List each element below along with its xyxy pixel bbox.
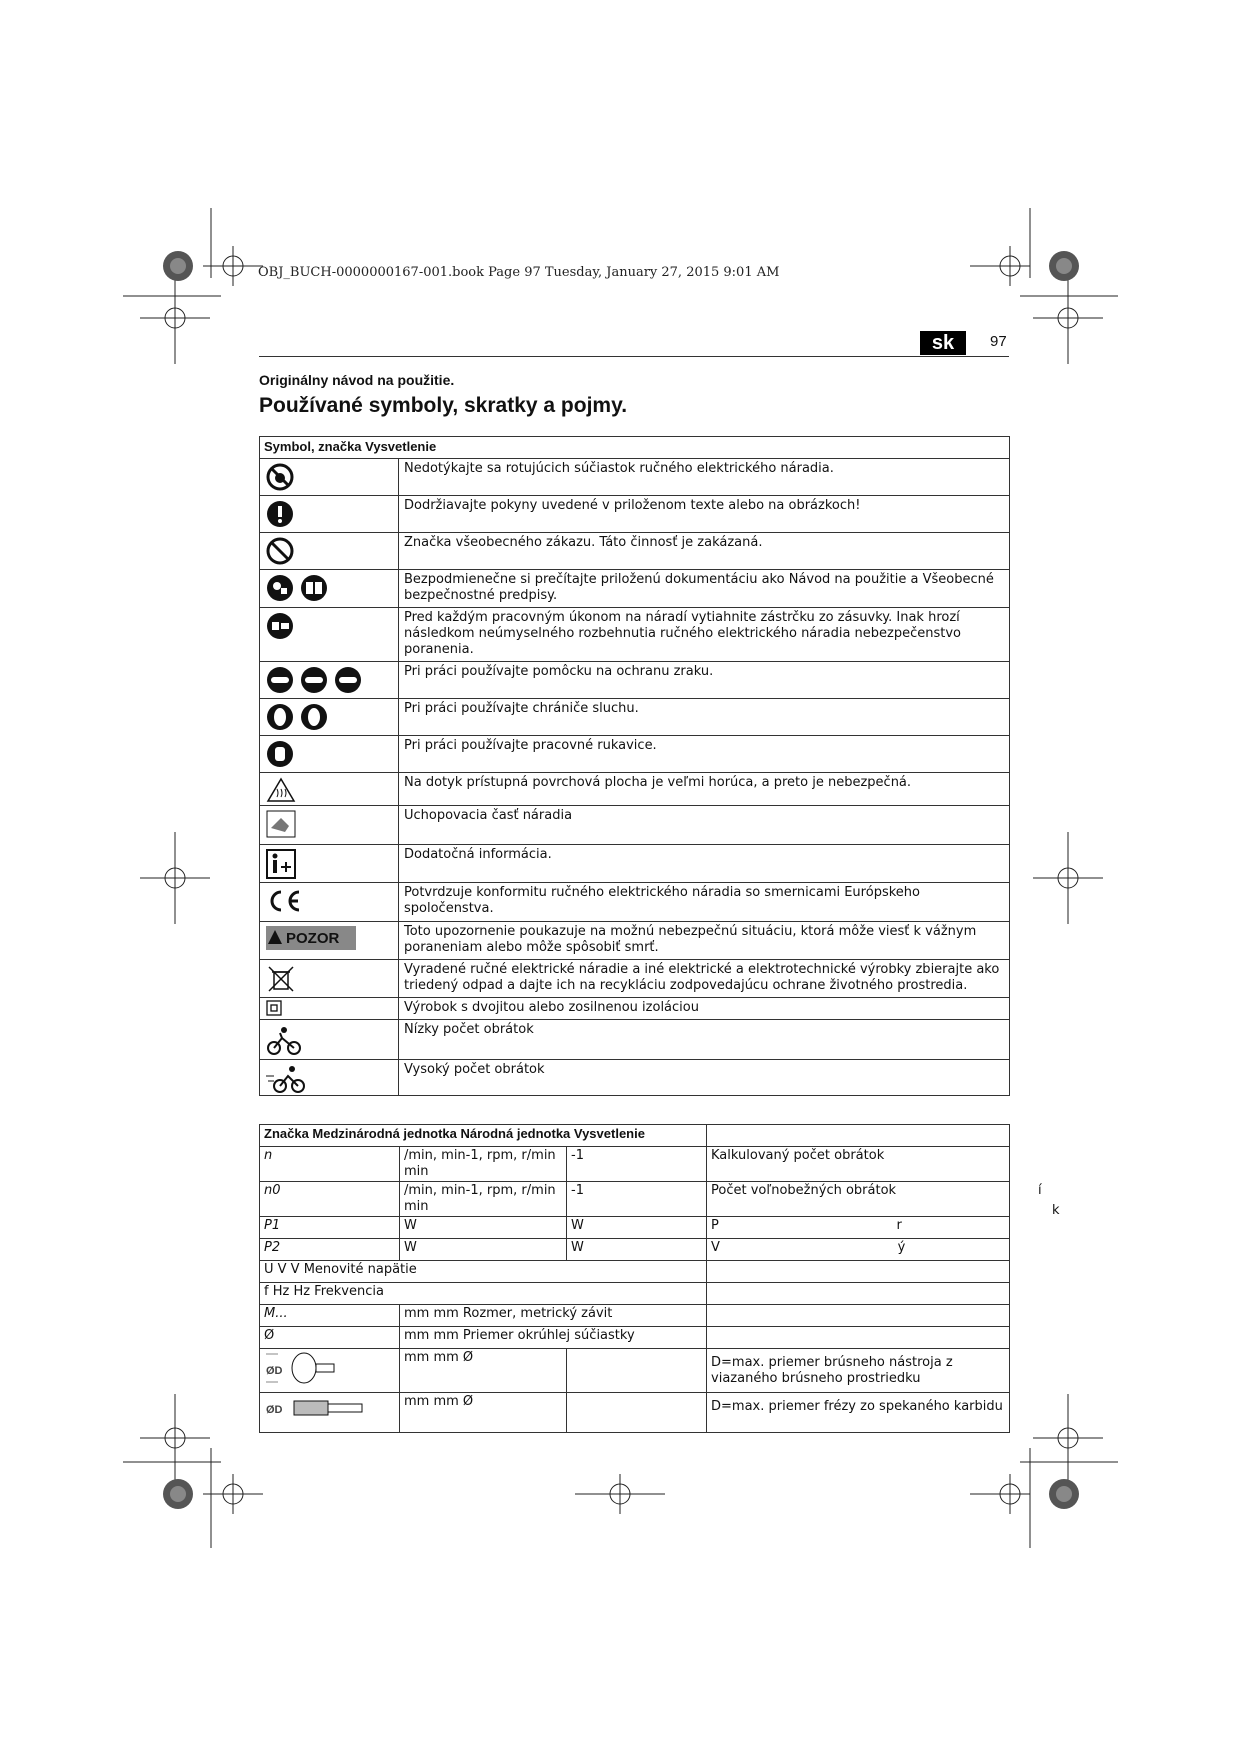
symbol-desc: Pred každým pracovným úkonom na náradí vytiahnite zástrčku zo zásuvky. Inak hrozí následkom neúmyselného rozbehnutia ručného elektrického náradia nebezpečenstvo poranenia. <box>399 608 1010 662</box>
symbol-desc: Toto upozornenie poukazuje na možnú nebezpečnú situáciu, ktorá môže viesť k vážnym poraneniam alebo môže spôsobiť smrť. <box>399 922 1010 960</box>
symbol-desc: Bezpodmienečne si prečítajte priloženú dokumentáciu ako Návod na použitie a Všeobecné bezpečnostné predpisy. <box>399 570 1010 608</box>
unit-explanation: V ý <box>707 1239 1010 1261</box>
grinding-tool-icon <box>264 1350 354 1386</box>
language-badge: sk <box>920 331 966 355</box>
unit-national: W <box>567 1217 707 1239</box>
doc-subtitle: Originálny návod na použitie. <box>259 372 455 388</box>
symbols-table <box>259 436 1010 1096</box>
symbol-desc: Pri práci používajte chrániče sluchu. <box>399 699 1010 736</box>
stray-char: k <box>1052 1203 1060 1218</box>
table-row <box>260 1327 1010 1349</box>
table-row <box>260 736 1010 773</box>
unit-symbol: P1 <box>260 1217 400 1239</box>
low-speed-bike-icon <box>266 1024 302 1056</box>
page-title: Používané symboly, skratky a pojmy. <box>259 394 628 417</box>
table-row <box>260 1217 1010 1239</box>
symbols-table-header <box>260 437 1010 459</box>
unit-symbol: M... <box>260 1305 400 1327</box>
symbol-desc: Na dotyk prístupná povrchová plocha je veľmi horúca, a preto je nebezpečná. <box>399 773 1010 806</box>
double-insulation-icon <box>266 1000 282 1016</box>
table-row <box>260 1261 1010 1283</box>
pozor-label: POZOR <box>286 930 340 947</box>
unit-national: -1 <box>567 1182 707 1217</box>
symbol-desc: Uchopovacia časť náradia <box>399 806 1010 845</box>
unit-explanation: Počet voľnobežných obrátok <box>707 1182 1010 1217</box>
unit-symbol: n0 <box>260 1182 400 1217</box>
read-manual-icon <box>266 574 330 602</box>
file-info-line: OBJ_BUCH-0000000167-001.book Page 97 Tuesday, January 27, 2015 9:01 AM <box>258 265 780 280</box>
unit-symbol: n <box>260 1147 400 1182</box>
svg-text:ØD: ØD <box>266 1404 283 1416</box>
units-header-cell: Značka Medzinárodná jednotka Národná jednotka Vysvetlenie <box>260 1125 707 1147</box>
unit-explanation: Kalkulovaný počet obrátok <box>707 1147 1010 1182</box>
table-row <box>260 960 1010 998</box>
table-row <box>260 845 1010 883</box>
info-icon <box>266 849 296 879</box>
unit-intl: /min, min-1, rpm, r/min min <box>400 1147 567 1182</box>
table-row <box>260 1349 1010 1393</box>
table-row <box>260 1305 1010 1327</box>
exclamation-icon <box>266 500 294 528</box>
table-row <box>260 1147 1010 1182</box>
unit-symbol: U V V Menovité napätie <box>260 1261 707 1283</box>
hot-surface-icon <box>266 777 296 803</box>
symbol-desc: Dodržiavajte pokyny uvedené v priloženom texte alebo na obrázkoch! <box>399 496 1010 533</box>
unit-intl: mm mm Ø <box>400 1393 567 1433</box>
header-rule <box>259 356 1009 357</box>
units-table <box>259 1124 1010 1433</box>
symbol-desc: Nedotýkajte sa rotujúcich súčiastok ručného elektrického náradia. <box>399 459 1010 496</box>
table-row <box>260 998 1010 1020</box>
page-number: 97 <box>990 333 1007 350</box>
unit-intl: W <box>400 1239 567 1261</box>
table-row <box>260 496 1010 533</box>
unit-symbol: P2 <box>260 1239 400 1261</box>
unit-symbol: Ø <box>260 1327 400 1349</box>
symbols-header-cell: Symbol, značka Vysvetlenie <box>260 437 1010 459</box>
symbol-desc: Pri práci používajte pomôcku na ochranu zraku. <box>399 662 1010 699</box>
svg-text:ØD: ØD <box>266 1365 283 1377</box>
unit-intl: W <box>400 1217 567 1239</box>
symbol-desc: Potvrdzuje konformitu ručného elektrického náradia so smernicami Európskeho spoločenstva. <box>399 883 1010 922</box>
carbide-cutter-icon <box>264 1394 374 1424</box>
table-row <box>260 806 1010 845</box>
symbol-desc: Dodatočná informácia. <box>399 845 1010 883</box>
weee-bin-icon <box>266 964 296 994</box>
table-row <box>260 662 1010 699</box>
unit-intl: mm mm Ø <box>400 1349 567 1393</box>
unit-explanation: D=max. priemer frézy zo spekaného karbidu <box>707 1393 1010 1433</box>
symbol-desc: Výrobok s dvojitou alebo zosilnenou izoláciou <box>399 998 1010 1020</box>
table-row <box>260 699 1010 736</box>
unit-national: W <box>567 1239 707 1261</box>
unit-explanation: D=max. priemer brúsneho nástroja z viazaného brúsneho prostriedku <box>707 1349 1010 1393</box>
unit-intl: mm mm Rozmer, metrický závit <box>400 1305 707 1327</box>
eye-protection-icon <box>266 666 366 694</box>
symbol-desc: Vyradené ručné elektrické náradie a iné elektrické a elektrotechnické výrobky zbierajte ako triedený odpad a dajte ich na recykláciu zodpovedajúcu ochrane životného prostredia. <box>399 960 1010 998</box>
stray-char: í <box>1038 1183 1042 1198</box>
ce-mark-icon <box>266 887 302 915</box>
table-row <box>260 883 1010 922</box>
table-row <box>260 1182 1010 1217</box>
table-row <box>260 459 1010 496</box>
warning-pozor-icon <box>266 926 356 950</box>
table-row <box>260 1239 1010 1261</box>
ear-protection-icon <box>266 703 330 731</box>
table-row <box>260 773 1010 806</box>
unplug-icon <box>266 612 294 640</box>
unit-explanation: P r <box>707 1217 1010 1239</box>
unit-national: -1 <box>567 1147 707 1182</box>
no-touch-rotating-icon <box>266 463 294 491</box>
grip-surface-icon <box>266 810 296 838</box>
table-row <box>260 922 1010 960</box>
table-row <box>260 570 1010 608</box>
table-row <box>260 1283 1010 1305</box>
table-row <box>260 1393 1010 1433</box>
gloves-icon <box>266 740 294 768</box>
prohibition-icon <box>266 537 294 565</box>
symbol-desc: Vysoký počet obrátok <box>399 1060 1010 1096</box>
units-table-header <box>260 1125 1010 1147</box>
high-speed-bike-icon <box>266 1064 306 1094</box>
unit-intl: /min, min-1, rpm, r/min min <box>400 1182 567 1217</box>
table-row <box>260 608 1010 662</box>
table-row <box>260 1060 1010 1096</box>
symbol-desc: Pri práci používajte pracovné rukavice. <box>399 736 1010 773</box>
symbol-desc: Značka všeobecného zákazu. Táto činnosť je zakázaná. <box>399 533 1010 570</box>
table-row <box>260 1020 1010 1060</box>
table-row <box>260 533 1010 570</box>
symbol-desc: Nízky počet obrátok <box>399 1020 1010 1060</box>
unit-symbol: f Hz Hz Frekvencia <box>260 1283 707 1305</box>
unit-intl: mm mm Priemer okrúhlej súčiastky <box>400 1327 707 1349</box>
